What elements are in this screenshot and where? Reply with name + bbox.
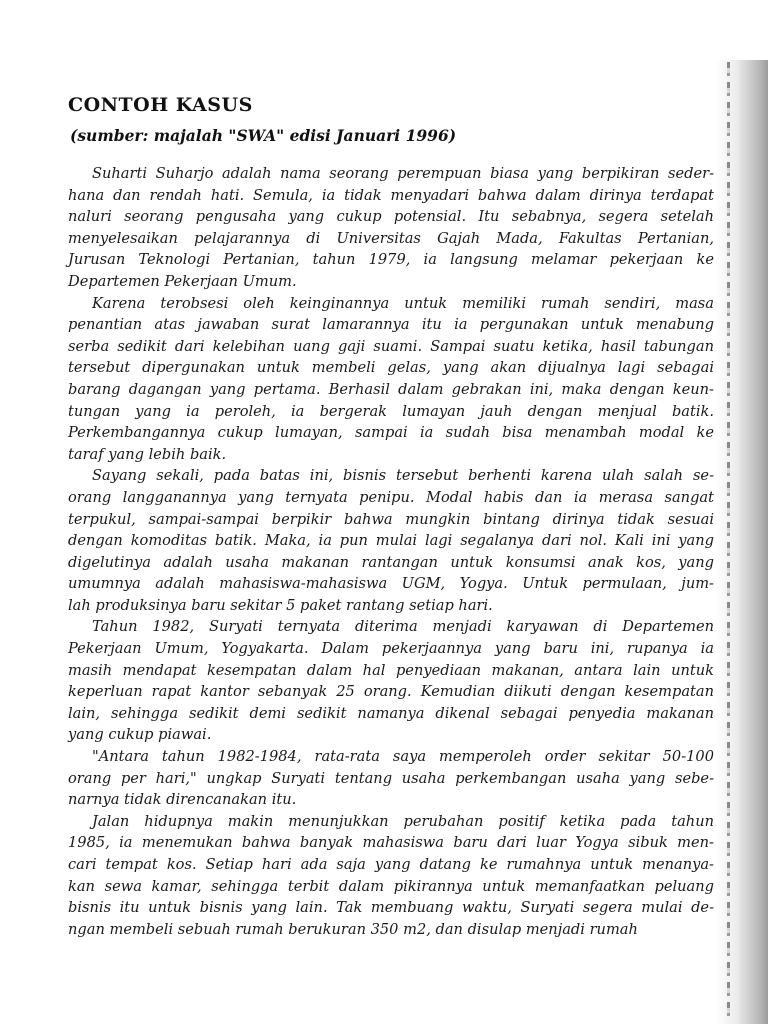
text-line: narnya tidak direncanakan itu. bbox=[68, 791, 297, 809]
paragraph bbox=[68, 616, 714, 746]
text-line: penantian atas jawaban surat lamarannya itu ia pergunakan untuk menabung bbox=[68, 316, 714, 334]
text-line: terpukul, sampai-sampai berpikir bahwa mungkin bintang dirinya tidak sesuai bbox=[68, 510, 714, 528]
text-line: Sayang sekali, pada batas ini, bisnis tersebut berhenti karena ulah salah se- bbox=[92, 467, 714, 485]
text-line: lah produksinya baru sekitar 5 paket rantang setiap hari. bbox=[68, 596, 493, 614]
text-line: lain, sehingga sedikit demi sedikit namanya dikenal sebagai penyedia makanan bbox=[68, 704, 714, 722]
text-line: Tahun 1982, Suryati ternyata diterima menjadi karyawan di Departemen bbox=[92, 618, 714, 636]
text-line: Jalan hidupnya makin menunjukkan perubahan positif ketika pada tahun bbox=[92, 812, 714, 830]
paragraph bbox=[68, 465, 714, 616]
text-line: menyelesaikan pelajarannya di Universitas Gajah Mada, Fakultas Pertanian, bbox=[68, 229, 714, 247]
text-line: barang dagangan yang pertama. Berhasil dalam gebrakan ini, maka dengan keun- bbox=[68, 380, 714, 398]
text-line: dengan komoditas batik. Maka, ia pun mulai lagi segalanya dari nol. Kali ini yang bbox=[68, 532, 714, 550]
text-line: masih mendapat kesempatan dalam hal penyediaan makanan, antara lain untuk bbox=[68, 661, 714, 679]
text-line: 1985, ia menemukan bahwa banyak mahasiswa baru dari luar Yogya sibuk men- bbox=[68, 834, 714, 852]
text-line: keperluan rapat kantor sebanyak 25 orang. Kemudian diikuti dengan kesempatan bbox=[68, 683, 714, 701]
source-citation: (sumber: majalah "SWA" edisi Januari 1996) bbox=[70, 126, 457, 145]
text-line: Jurusan Teknologi Pertanian, tahun 1979, ia langsung melamar pekerjaan ke bbox=[68, 251, 714, 269]
text-line: Perkembangannya cukup lumayan, sampai ia sudah bisa menambah modal ke bbox=[68, 424, 714, 442]
paragraph bbox=[68, 811, 714, 941]
text-line: serba sedikit dari kelebihan uang gaji suami. Sampai suatu ketika, hasil tabungan bbox=[68, 337, 714, 355]
paragraph bbox=[68, 163, 714, 293]
document-page bbox=[68, 94, 714, 940]
paragraph bbox=[68, 746, 714, 811]
text-line: kan sewa kamar, sehingga terbit dalam pikirannya untuk memanfaatkan peluang bbox=[68, 877, 714, 895]
section-heading: CONTOH KASUS bbox=[68, 94, 253, 116]
text-line: taraf yang lebih baik. bbox=[68, 445, 227, 463]
scan-binding-edge bbox=[727, 62, 730, 1022]
scan-shadow-edge bbox=[716, 60, 768, 1024]
text-line: ngan membeli sebuah rumah berukuran 350 m2, dan disulap menjadi rumah bbox=[68, 920, 638, 938]
text-line: yang cukup piawai. bbox=[68, 726, 212, 744]
text-line: Pekerjaan Umum, Yogyakarta. Dalam pekerjaannya yang baru ini, rupanya ia bbox=[68, 640, 714, 658]
text-line: hana dan rendah hati. Semula, ia tidak menyadari bahwa dalam dirinya terdapat bbox=[68, 186, 714, 204]
body-text bbox=[68, 163, 714, 940]
text-line: orang langganannya yang ternyata penipu. Modal habis dan ia merasa sangat bbox=[68, 488, 714, 506]
text-line: digelutinya adalah usaha makanan rantangan untuk konsumsi anak kos, yang bbox=[68, 553, 714, 571]
text-line: Departemen Pekerjaan Umum. bbox=[68, 272, 297, 290]
text-line: bisnis itu untuk bisnis yang lain. Tak membuang waktu, Suryati segera mulai de- bbox=[68, 899, 714, 917]
text-line: orang per hari," ungkap Suryati tentang usaha perkembangan usaha yang sebe- bbox=[68, 769, 714, 787]
text-line: Karena terobsesi oleh keinginannya untuk memiliki rumah sendiri, masa bbox=[92, 294, 714, 312]
text-line: tersebut dipergunakan untuk membeli gelas, yang akan dijualnya lagi sebagai bbox=[68, 359, 714, 377]
paragraph bbox=[68, 293, 714, 466]
text-line: cari tempat kos. Setiap hari ada saja yang datang ke rumahnya untuk menanya- bbox=[68, 856, 714, 873]
text-line: umumnya adalah mahasiswa-mahasiswa UGM, Yogya. Untuk permulaan, jum- bbox=[68, 575, 714, 593]
text-line: Suharti Suharjo adalah nama seorang perempuan biasa yang berpikiran seder- bbox=[92, 165, 714, 182]
text-line: tungan yang ia peroleh, ia bergerak lumayan jauh dengan menjual batik. bbox=[68, 402, 714, 420]
text-line: naluri seorang pengusaha yang cukup potensial. Itu sebabnya, segera setelah bbox=[68, 208, 714, 226]
text-line: "Antara tahun 1982-1984, rata-rata saya memperoleh order sekitar 50-100 bbox=[92, 748, 714, 766]
